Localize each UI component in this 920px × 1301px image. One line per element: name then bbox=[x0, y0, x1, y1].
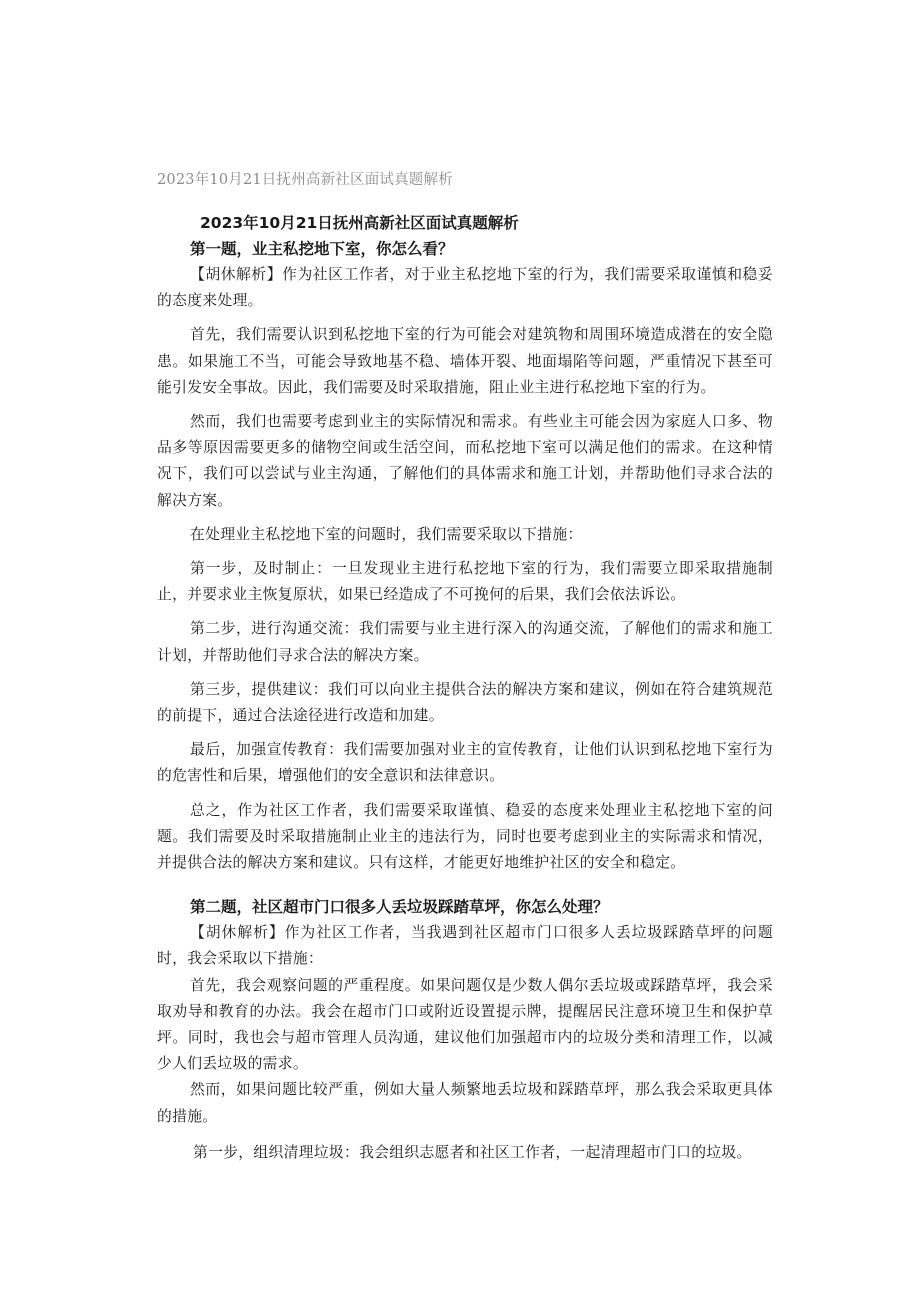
question-1-section bbox=[157, 236, 773, 876]
q1-paragraph: 最后，加强宣传教育：我们需要加强对业主的宣传教育，让他们认识到私挖地下室行为的危害性和后果，增强他们的安全意识和法律意识。 bbox=[157, 741, 773, 785]
q1-paragraph: 然而，我们也需要考虑到业主的实际情况和需求。有些业主可能会因为家庭人口多、物品多等原因需要更多的储物空间或生活空间，而私挖地下室可以满足他们的需求。在这种情况下，我们可以尝试与业主沟通，了解他们的具体需求和施工计划，并帮助他们寻求合法的解决方案。 bbox=[157, 413, 773, 509]
question-1-title: 第一题，业主私挖地下室，你怎么看？ bbox=[190, 240, 454, 258]
q1-paragraph: 首先，我们需要认识到私挖地下室的行为可能会对建筑物和周围环境造成潜在的安全隐患。如果施工不当，可能会导致地基不稳、墙体开裂、地面塌陷等问题，严重情况下甚至可能引发安全事故。因此，我们需要及时采取措施，阻止业主进行私挖地下室的行为。 bbox=[157, 326, 773, 396]
q2-paragraph: 然而，如果问题比较严重，例如大量人频繁地丢垃圾和踩踏草坪，那么我会采取更具体的措施。 bbox=[157, 1081, 773, 1125]
q1-paragraph: 第三步，提供建议：我们可以向业主提供合法的解决方案和建议，例如在符合建筑规范的前提下，通过合法途径进行改造和加建。 bbox=[157, 680, 773, 725]
document-header: 2023年10月21日抚州高新社区面试真题解析 bbox=[157, 172, 453, 188]
question-2-section bbox=[157, 894, 773, 1166]
question-2-title: 第二题，社区超市门口很多人丢垃圾踩踏草坪，你怎么处理？ bbox=[190, 898, 609, 917]
q2-paragraph: 【胡休解析】作为社区工作者，当我遇到社区超市门口很多人丢垃圾踩踏草坪的问题时，我会采取以下措施： bbox=[157, 924, 773, 968]
document-title: 2023年10月21日抚州高新社区面试真题解析 bbox=[200, 214, 519, 232]
document-body bbox=[157, 210, 773, 1166]
q1-paragraph: 【胡休解析】作为社区工作者，对于业主私挖地下室的行为，我们需要采取谨慎和稳妥的态度来处理。 bbox=[157, 266, 773, 310]
q1-paragraph: 总之，作为社区工作者，我们需要采取谨慎、稳妥的态度来处理业主私挖地下室的问题。我们需要及时采取措施制止业主的违法行为，同时也要考虑到业主的实际需求和情况，并提供合法的解决方案和建议。只有这样，才能更好地维护社区的安全和稳定。 bbox=[157, 801, 773, 872]
q2-paragraph: 第一步，组织清理垃圾：我会组织志愿者和社区工作者，一起清理超市门口的垃圾。 bbox=[193, 1143, 752, 1161]
q1-paragraph: 第一步，及时制止：一旦发现业主进行私挖地下室的行为，我们需要立即采取措施制止，并要求业主恢复原状，如果已经造成了不可挽何的后果，我们会依法诉讼。 bbox=[157, 560, 773, 604]
q1-paragraph: 第二步，进行沟通交流：我们需要与业主进行深入的沟通交流，了解他们的需求和施工计划，并帮助他们寻求合法的解决方案。 bbox=[157, 620, 773, 664]
q2-paragraph: 首先，我会观察问题的严重程度。如果问题仅是少数人偶尔丢垃圾或踩踏草坪，我会采取劝导和教育的办法。我会在超市门口或附近设置提示牌，提醒居民注意环境卫生和保护草坪。同时，我也会与超市管理人员沟通，建议他们加强超市内的垃圾分类和清理工作，以减少人们丢垃圾的需求。 bbox=[157, 976, 773, 1073]
q1-paragraph: 在处理业主私挖地下室的问题时，我们需要采取以下措施： bbox=[190, 525, 583, 543]
